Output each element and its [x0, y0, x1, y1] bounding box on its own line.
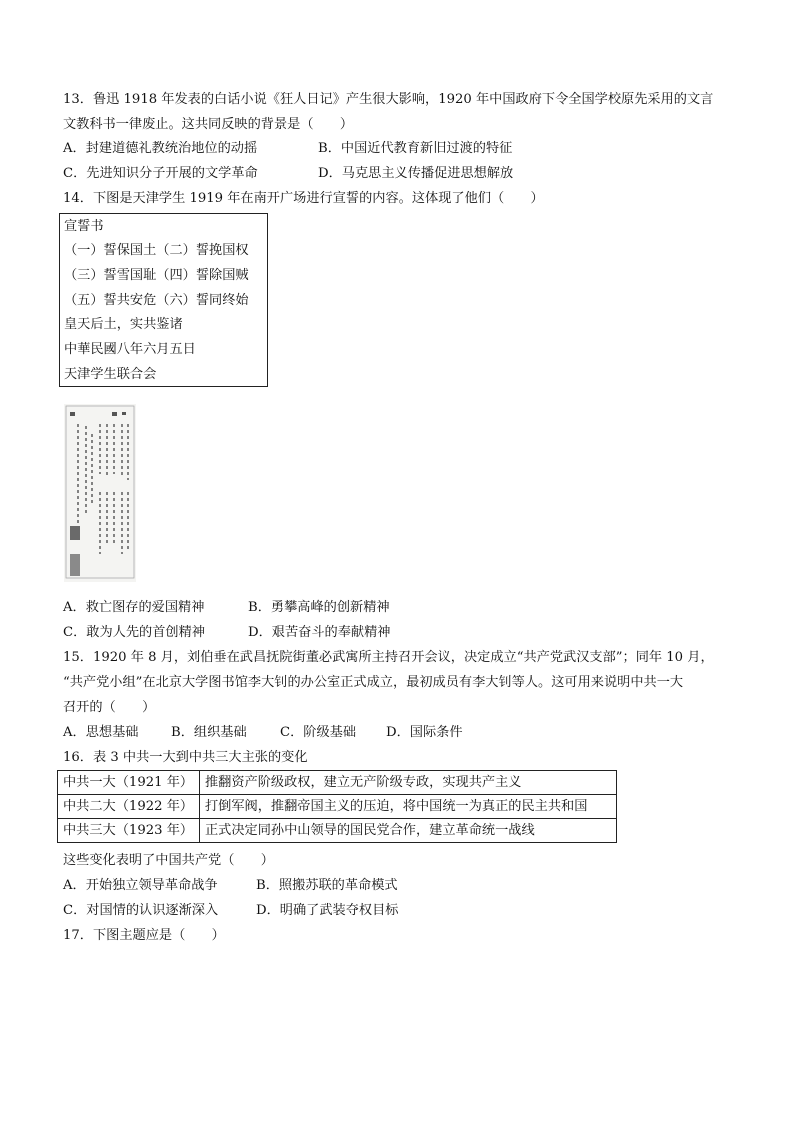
policy-change-table: [57, 770, 617, 843]
q15-stem-line3: 召开的（ ）: [63, 700, 156, 715]
q14-option-a: A．救亡图存的爱国精神: [63, 600, 205, 615]
q13-option-a: A．封建道德礼教统治地位的动摇: [63, 141, 258, 156]
oath-line: （五）誓共安危（六）誓同终始: [64, 293, 249, 308]
q16-option-a: A．开始独立领导革命战争: [63, 878, 218, 893]
q13-option-b: B．中国近代教育新旧过渡的特征: [318, 141, 513, 156]
table-row: [58, 819, 617, 843]
q16-option-d: D．明确了武装夺权目标: [256, 903, 399, 918]
q15-option-a: A．思想基础: [63, 725, 139, 740]
oath-line: （三）誓雪国耻（四）誓除国贼: [64, 268, 249, 283]
q13-stem-line2: 文教科书一律废止。这共同反映的背景是（ ）: [63, 117, 354, 132]
q13-option-d: D．马克思主义传播促进思想解放: [318, 166, 514, 181]
q16-option-b: B．照搬苏联的革命模式: [256, 878, 398, 893]
q16-stem: 这些变化表明了中国共产党（ ）: [63, 853, 274, 868]
table-cell: 正式决定同孙中山领导的国民党合作，建立革命统一战线: [200, 819, 617, 843]
table-cell: 打倒军阀，推翻帝国主义的压迫，将中国统一为真正的民主共和国: [200, 795, 617, 819]
q16-table-caption: 16．表 3 中共一大到中共三大主张的变化: [63, 750, 308, 765]
q13-stem-line1: 13．鲁迅 1918 年发表的白话小说《狂人日记》产生很大影响，1920 年中国政府下令全国学校原先采用的文言: [63, 92, 714, 107]
table-cell: 中共二大（1922 年）: [58, 795, 200, 819]
q14-option-d: D．艰苦奋斗的奉献精神: [248, 625, 391, 640]
q15-option-c: C．阶级基础: [280, 725, 357, 740]
oath-line: 天津学生联合会: [64, 367, 157, 382]
q14-option-b: B．勇攀高峰的创新精神: [248, 600, 390, 615]
table-row: [58, 795, 617, 819]
oath-line: 宣誓书: [64, 219, 104, 234]
oath-text-box: [59, 213, 268, 387]
q15-stem-line1: 15．1920 年 8 月，刘伯垂在武昌抚院街董必武寓所主持召开会议，决定成立“共产党武汉支部”；同年 10 月，: [63, 650, 714, 665]
table-cell: 中共三大（1923 年）: [58, 819, 200, 843]
table-cell: 中共一大（1921 年）: [58, 771, 200, 795]
table-row: [58, 771, 617, 795]
oath-line: 皇天后土，实共鉴诸: [64, 317, 183, 332]
q13-option-c: C．先进知识分子开展的文学革命: [63, 166, 258, 181]
table-cell: 推翻资产阶级政权，建立无产阶级专政，实现共产主义: [200, 771, 617, 795]
q14-option-c: C．敢为人先的首创精神: [63, 625, 205, 640]
q17-stem: 17．下图主题应是（ ）: [63, 928, 225, 943]
oath-line: 中華民國八年六月五日: [64, 342, 196, 357]
q15-option-b: B．组织基础: [171, 725, 247, 740]
q14-stem: 14．下图是天津学生 1919 年在南开广场进行宣誓的内容。这体现了他们（ ）: [63, 191, 544, 206]
q15-option-d: D．国际条件: [386, 725, 463, 740]
q15-stem-line2: “共产党小组”在北京大学图书馆李大钊的办公室正式成立，最初成员有李大钊等人。这可用来说明中共一大: [63, 675, 684, 690]
oath-document-photo: [64, 404, 136, 582]
oath-line: （一）誓保国土（二）誓挽国权: [64, 243, 249, 258]
q16-option-c: C．对国情的认识逐渐深入: [63, 903, 219, 918]
